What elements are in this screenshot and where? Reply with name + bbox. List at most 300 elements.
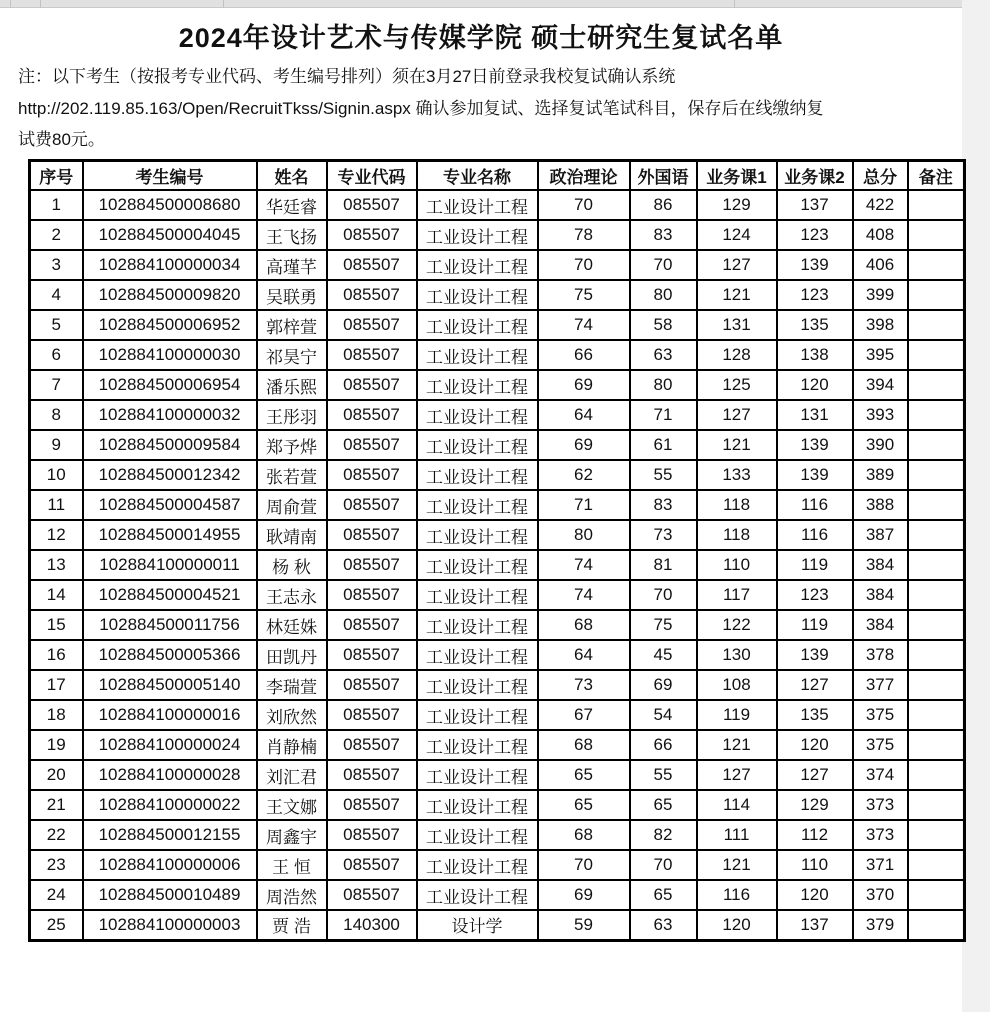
table-cell: 379: [853, 910, 908, 940]
table-cell: 林廷姝: [257, 610, 327, 640]
table-cell: 83: [630, 220, 697, 250]
table-cell: 70: [630, 580, 697, 610]
top-strip-divider: [734, 0, 735, 8]
table-cell: [908, 760, 965, 790]
column-header: 外国语: [630, 160, 697, 190]
table-cell: 58: [630, 310, 697, 340]
table-cell: [908, 640, 965, 670]
table-cell: 408: [853, 220, 908, 250]
column-header: 专业名称: [417, 160, 538, 190]
table-cell: 周俞萱: [257, 490, 327, 520]
table-row: [30, 220, 965, 250]
table-cell: 111: [697, 820, 777, 850]
table-cell: 388: [853, 490, 908, 520]
table-cell: 085507: [327, 550, 417, 580]
table-row: [30, 280, 965, 310]
table-cell: 80: [630, 280, 697, 310]
table-cell: 118: [697, 490, 777, 520]
table-cell: 73: [538, 670, 630, 700]
column-header: 专业代码: [327, 160, 417, 190]
table-cell: 潘乐熙: [257, 370, 327, 400]
table-cell: 398: [853, 310, 908, 340]
table-cell: 120: [697, 910, 777, 940]
column-header: 序号: [30, 160, 83, 190]
table-row: [30, 340, 965, 370]
table-cell: 130: [697, 640, 777, 670]
table-cell: 102884100000034: [83, 250, 257, 280]
table-cell: 102884500006954: [83, 370, 257, 400]
table-cell: 69: [538, 880, 630, 910]
table-row: [30, 850, 965, 880]
table-cell: 102884100000030: [83, 340, 257, 370]
table-cell: 54: [630, 700, 697, 730]
table-row: [30, 460, 965, 490]
table-cell: 张若萱: [257, 460, 327, 490]
table-cell: 384: [853, 610, 908, 640]
table-cell: 131: [697, 310, 777, 340]
table-cell: 耿靖南: [257, 520, 327, 550]
table-cell: [908, 490, 965, 520]
table-cell: 工业设计工程: [417, 220, 538, 250]
table-cell: 121: [697, 430, 777, 460]
table-cell: 74: [538, 580, 630, 610]
table-cell: [908, 340, 965, 370]
table-cell: 102884500012342: [83, 460, 257, 490]
table-cell: 工业设计工程: [417, 850, 538, 880]
table-cell: 102884100000032: [83, 400, 257, 430]
table-cell: 华廷睿: [257, 190, 327, 220]
table-cell: 15: [30, 610, 83, 640]
table-cell: 2: [30, 220, 83, 250]
table-cell: 375: [853, 730, 908, 760]
table-cell: 121: [697, 850, 777, 880]
table-cell: 25: [30, 910, 83, 940]
table-cell: [908, 220, 965, 250]
column-header: 考生编号: [83, 160, 257, 190]
table-cell: 374: [853, 760, 908, 790]
table-row: [30, 190, 965, 220]
table-cell: 肖静楠: [257, 730, 327, 760]
table-cell: 郭梓萱: [257, 310, 327, 340]
table-cell: 102884500009584: [83, 430, 257, 460]
table-cell: 69: [538, 430, 630, 460]
table-cell: 11: [30, 490, 83, 520]
table-row: [30, 610, 965, 640]
top-strip-divider: [223, 0, 224, 8]
table-row: [30, 490, 965, 520]
table-cell: 135: [777, 700, 853, 730]
table-cell: 1: [30, 190, 83, 220]
table-cell: 71: [630, 400, 697, 430]
table-cell: 124: [697, 220, 777, 250]
table-cell: 393: [853, 400, 908, 430]
table-cell: 139: [777, 250, 853, 280]
table-cell: 102884500009820: [83, 280, 257, 310]
table-cell: 137: [777, 910, 853, 940]
table-cell: 085507: [327, 520, 417, 550]
table-cell: 387: [853, 520, 908, 550]
table-cell: 102884100000006: [83, 850, 257, 880]
table-cell: 5: [30, 310, 83, 340]
table-cell: [908, 250, 965, 280]
table-cell: 119: [697, 700, 777, 730]
table-cell: 102884500005366: [83, 640, 257, 670]
table-cell: 102884100000028: [83, 760, 257, 790]
table-cell: 129: [777, 790, 853, 820]
table-cell: [908, 280, 965, 310]
table-cell: 20: [30, 760, 83, 790]
top-strip-divider: [40, 0, 41, 8]
table-cell: 375: [853, 700, 908, 730]
table-cell: 19: [30, 730, 83, 760]
table-cell: 085507: [327, 280, 417, 310]
table-cell: [908, 910, 965, 940]
column-header: 备注: [908, 160, 965, 190]
table-cell: 102884500005140: [83, 670, 257, 700]
table-row: [30, 880, 965, 910]
column-header: 业务课2: [777, 160, 853, 190]
table-row: [30, 640, 965, 670]
table-cell: 王志永: [257, 580, 327, 610]
table-cell: 085507: [327, 580, 417, 610]
table-cell: 70: [538, 850, 630, 880]
table-cell: 67: [538, 700, 630, 730]
table-cell: 64: [538, 400, 630, 430]
table-cell: 127: [777, 670, 853, 700]
table-cell: 周浩然: [257, 880, 327, 910]
column-header: 总分: [853, 160, 908, 190]
table-cell: 21: [30, 790, 83, 820]
table-row: [30, 820, 965, 850]
table-cell: 65: [630, 880, 697, 910]
table-cell: 工业设计工程: [417, 490, 538, 520]
table-row: [30, 400, 965, 430]
table-cell: 工业设计工程: [417, 790, 538, 820]
note-line-1: 注：以下考生（按报考专业代码、考生编号排列）须在3月27日前登录我校复试确认系统: [18, 67, 676, 86]
table-cell: 085507: [327, 340, 417, 370]
table-row: [30, 430, 965, 460]
note-line-2: http://202.119.85.163/Open/RecruitTkss/Signin.aspx 确认参加复试、选择复试笔试科目，保存后在线缴纳复: [18, 98, 824, 118]
table-cell: 王文娜: [257, 790, 327, 820]
table-cell: 70: [630, 850, 697, 880]
table-cell: [908, 790, 965, 820]
table-cell: 70: [538, 190, 630, 220]
table-cell: 116: [697, 880, 777, 910]
document-page: [0, 9, 962, 1012]
table-cell: 80: [630, 370, 697, 400]
table-cell: 工业设计工程: [417, 370, 538, 400]
column-header: 政治理论: [538, 160, 630, 190]
table-cell: 59: [538, 910, 630, 940]
table-cell: 102884100000011: [83, 550, 257, 580]
table-cell: 68: [538, 820, 630, 850]
table-cell: 工业设计工程: [417, 340, 538, 370]
table-cell: [908, 190, 965, 220]
table-cell: 128: [697, 340, 777, 370]
table-cell: 085507: [327, 400, 417, 430]
table-cell: 80: [538, 520, 630, 550]
table-body: [30, 190, 965, 940]
table-cell: 129: [697, 190, 777, 220]
table-cell: 371: [853, 850, 908, 880]
table-cell: 116: [777, 490, 853, 520]
table-cell: 工业设计工程: [417, 190, 538, 220]
table-cell: 137: [777, 190, 853, 220]
table-cell: [908, 820, 965, 850]
table-cell: 82: [630, 820, 697, 850]
table-cell: 设计学: [417, 910, 538, 940]
table-cell: 127: [697, 250, 777, 280]
table-cell: 370: [853, 880, 908, 910]
table-cell: 81: [630, 550, 697, 580]
table-cell: 工业设计工程: [417, 580, 538, 610]
table-row: [30, 550, 965, 580]
table-cell: 373: [853, 820, 908, 850]
table-cell: 121: [697, 730, 777, 760]
table-cell: 高瑾芊: [257, 250, 327, 280]
table-cell: 55: [630, 460, 697, 490]
table-cell: 116: [777, 520, 853, 550]
note-line-3: 试费80元。: [18, 130, 105, 149]
table-cell: 117: [697, 580, 777, 610]
table-cell: 085507: [327, 790, 417, 820]
table-cell: 085507: [327, 640, 417, 670]
table-cell: 135: [777, 310, 853, 340]
table-row: [30, 310, 965, 340]
table-cell: 刘汇君: [257, 760, 327, 790]
table-cell: 16: [30, 640, 83, 670]
column-header: 业务课1: [697, 160, 777, 190]
table-cell: [908, 370, 965, 400]
table-cell: 119: [777, 610, 853, 640]
table-cell: 75: [538, 280, 630, 310]
table-cell: 74: [538, 550, 630, 580]
results-table: [28, 159, 966, 942]
table-cell: 78: [538, 220, 630, 250]
table-cell: 62: [538, 460, 630, 490]
table-cell: 384: [853, 550, 908, 580]
table-cell: [908, 400, 965, 430]
table-cell: 68: [538, 730, 630, 760]
table-cell: [908, 700, 965, 730]
table-cell: 102884500008680: [83, 190, 257, 220]
table-cell: 工业设计工程: [417, 520, 538, 550]
table-cell: 399: [853, 280, 908, 310]
table-cell: 114: [697, 790, 777, 820]
table-cell: 周鑫宇: [257, 820, 327, 850]
top-strip-divider: [10, 0, 11, 8]
table-cell: 102884500012155: [83, 820, 257, 850]
table-cell: 102884100000016: [83, 700, 257, 730]
table-cell: 085507: [327, 700, 417, 730]
table-row: [30, 760, 965, 790]
table-cell: 68: [538, 610, 630, 640]
table-cell: 64: [538, 640, 630, 670]
table-cell: 22: [30, 820, 83, 850]
table-cell: 085507: [327, 430, 417, 460]
table-cell: 127: [697, 760, 777, 790]
table-cell: 24: [30, 880, 83, 910]
table-cell: 69: [630, 670, 697, 700]
page-title: 2024年设计艺术与传媒学院 硕士研究生复试名单: [178, 23, 784, 53]
table-cell: 17: [30, 670, 83, 700]
table-cell: 395: [853, 340, 908, 370]
table-cell: 70: [630, 250, 697, 280]
table-cell: 133: [697, 460, 777, 490]
table-cell: 125: [697, 370, 777, 400]
page-right-margin: [962, 0, 990, 1012]
table-cell: 86: [630, 190, 697, 220]
table-cell: 13: [30, 550, 83, 580]
table-cell: 085507: [327, 310, 417, 340]
table-cell: 66: [538, 340, 630, 370]
table-cell: 工业设计工程: [417, 280, 538, 310]
table-cell: 120: [777, 730, 853, 760]
table-cell: [908, 310, 965, 340]
table-cell: 085507: [327, 730, 417, 760]
table-cell: [908, 850, 965, 880]
table-cell: 110: [777, 850, 853, 880]
table-cell: 7: [30, 370, 83, 400]
table-cell: 65: [538, 760, 630, 790]
table-cell: 王彤羽: [257, 400, 327, 430]
table-cell: 祁昊宁: [257, 340, 327, 370]
table-cell: 102884500011756: [83, 610, 257, 640]
table-cell: [908, 430, 965, 460]
table-cell: 085507: [327, 670, 417, 700]
table-cell: 63: [630, 910, 697, 940]
table-cell: 4: [30, 280, 83, 310]
table-cell: 65: [630, 790, 697, 820]
table-cell: 139: [777, 640, 853, 670]
table-cell: 55: [630, 760, 697, 790]
table-cell: 085507: [327, 610, 417, 640]
table-row: [30, 520, 965, 550]
table-cell: 377: [853, 670, 908, 700]
table-cell: [908, 670, 965, 700]
note-text: [18, 61, 958, 156]
table-cell: 9: [30, 430, 83, 460]
table-row: [30, 790, 965, 820]
table-cell: 131: [777, 400, 853, 430]
table-header: [30, 160, 965, 190]
table-cell: 8: [30, 400, 83, 430]
table-cell: 085507: [327, 190, 417, 220]
table-cell: 118: [697, 520, 777, 550]
table-cell: 138: [777, 340, 853, 370]
table-cell: 工业设计工程: [417, 550, 538, 580]
table-cell: 127: [777, 760, 853, 790]
table-cell: 70: [538, 250, 630, 280]
table-cell: 工业设计工程: [417, 310, 538, 340]
table-row: [30, 910, 965, 940]
table-cell: 郑予烨: [257, 430, 327, 460]
table-cell: 工业设计工程: [417, 430, 538, 460]
table-cell: [908, 580, 965, 610]
table-cell: 6: [30, 340, 83, 370]
table-cell: 61: [630, 430, 697, 460]
table-cell: 127: [697, 400, 777, 430]
table-cell: 12: [30, 520, 83, 550]
table-cell: 李瑞萱: [257, 670, 327, 700]
table-cell: 工业设计工程: [417, 730, 538, 760]
table-cell: 工业设计工程: [417, 610, 538, 640]
table-cell: 102884500004045: [83, 220, 257, 250]
table-cell: 120: [777, 880, 853, 910]
table-cell: 139: [777, 460, 853, 490]
table-cell: 吴联勇: [257, 280, 327, 310]
table-cell: 10: [30, 460, 83, 490]
table-cell: 工业设计工程: [417, 400, 538, 430]
table-cell: 75: [630, 610, 697, 640]
table-cell: 14: [30, 580, 83, 610]
table-cell: 085507: [327, 220, 417, 250]
table-cell: 73: [630, 520, 697, 550]
table-cell: 422: [853, 190, 908, 220]
table-row: [30, 370, 965, 400]
table-cell: 406: [853, 250, 908, 280]
table-cell: 刘欣然: [257, 700, 327, 730]
table-cell: [908, 610, 965, 640]
table-cell: 102884500006952: [83, 310, 257, 340]
table-row: [30, 250, 965, 280]
table-cell: 工业设计工程: [417, 700, 538, 730]
table-row: [30, 670, 965, 700]
table-cell: 122: [697, 610, 777, 640]
table-cell: 123: [777, 280, 853, 310]
table-cell: 102884500004521: [83, 580, 257, 610]
table-cell: 085507: [327, 490, 417, 520]
table-cell: 085507: [327, 880, 417, 910]
table-cell: 085507: [327, 460, 417, 490]
table-cell: [908, 520, 965, 550]
window-top-strip: [0, 0, 962, 8]
table-cell: 工业设计工程: [417, 670, 538, 700]
table-cell: 71: [538, 490, 630, 520]
table-cell: 66: [630, 730, 697, 760]
table-cell: 110: [697, 550, 777, 580]
table-cell: 工业设计工程: [417, 460, 538, 490]
table-cell: 085507: [327, 760, 417, 790]
table-header-row: [30, 160, 965, 190]
table-cell: 18: [30, 700, 83, 730]
table-cell: 123: [777, 220, 853, 250]
table-cell: 74: [538, 310, 630, 340]
table-cell: 120: [777, 370, 853, 400]
table-cell: 112: [777, 820, 853, 850]
table-cell: 贾 浩: [257, 910, 327, 940]
table-cell: 工业设计工程: [417, 880, 538, 910]
table-cell: [908, 730, 965, 760]
table-cell: 085507: [327, 850, 417, 880]
table-cell: 65: [538, 790, 630, 820]
table-cell: 139: [777, 430, 853, 460]
table-cell: 119: [777, 550, 853, 580]
table-cell: 102884100000003: [83, 910, 257, 940]
table-cell: 3: [30, 250, 83, 280]
table-cell: 102884500014955: [83, 520, 257, 550]
table-cell: 田凯丹: [257, 640, 327, 670]
table-cell: 王飞扬: [257, 220, 327, 250]
table-cell: [908, 550, 965, 580]
table-cell: 384: [853, 580, 908, 610]
table-cell: 394: [853, 370, 908, 400]
table-cell: 102884100000024: [83, 730, 257, 760]
table-cell: [908, 460, 965, 490]
table-cell: 085507: [327, 250, 417, 280]
table-cell: 390: [853, 430, 908, 460]
table-cell: 102884100000022: [83, 790, 257, 820]
